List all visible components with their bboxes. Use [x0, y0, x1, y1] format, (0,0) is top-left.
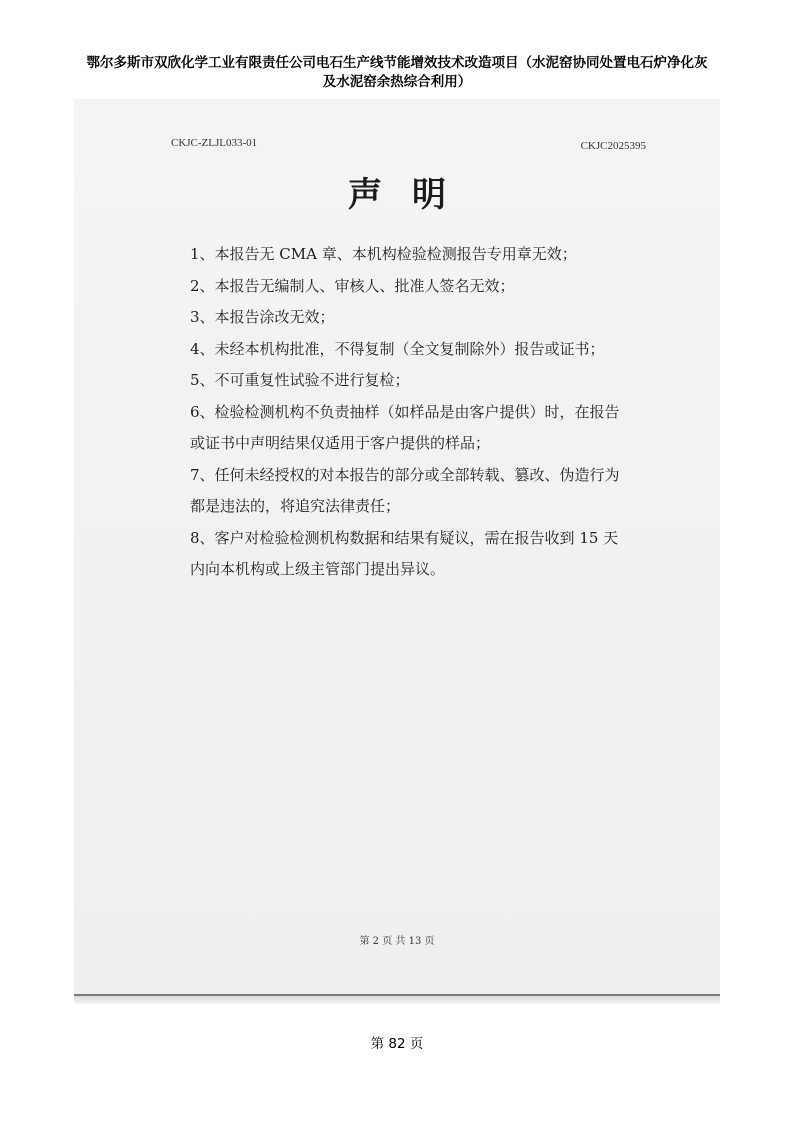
declaration-statement-list	[190, 239, 620, 586]
scanned-report-page	[74, 99, 720, 994]
declaration-statement: 7、任何未经授权的对本报告的部分或全部转载、篡改、伪造行为都是违法的，将追究法律责任；	[190, 465, 620, 515]
declaration-title: 声明	[348, 175, 476, 215]
declaration-statement: 1、本报告无 CMA 章、本机构检验检测报告专用章无效；	[190, 245, 577, 263]
document-page-number: 第 82 页	[370, 1036, 424, 1052]
scan-page-number: 第 2 页 共 13 页	[359, 936, 435, 947]
scan-bottom-shadow	[74, 996, 720, 1004]
declaration-statement: 4、未经本机构批准，不得复制（全文复制除外）报告或证书；	[190, 339, 605, 358]
document-header	[40, 54, 754, 92]
declaration-statement: 3、本报告涂改无效；	[190, 308, 335, 326]
report-form-code: CKJC-ZLJL033-01	[171, 137, 258, 149]
declaration-statement: 8、客户对检验检测机构数据和结果有疑议，需在报告收到 15 天内向本机构或上级主管部门提出异议。	[190, 528, 619, 578]
header-title-line2: 及水泥窑余热综合利用）	[322, 74, 472, 90]
declaration-statement: 6、检验检测机构不负责抽样（如样品是由客户提供）时，在报告或证书中声明结果仅适用于客户提供的样品；	[190, 402, 620, 452]
declaration-statement: 2、本报告无编制人、审核人、批准人签名无效；	[190, 276, 515, 295]
declaration-statement: 5、不可重复性试验不进行复检；	[190, 371, 410, 389]
header-title-line1: 鄂尔多斯市双欣化学工业有限责任公司电石生产线节能增效技术改造项目（水泥窑协同处置电石炉净化灰	[86, 55, 708, 71]
report-number: CKJC2025395	[580, 140, 646, 152]
